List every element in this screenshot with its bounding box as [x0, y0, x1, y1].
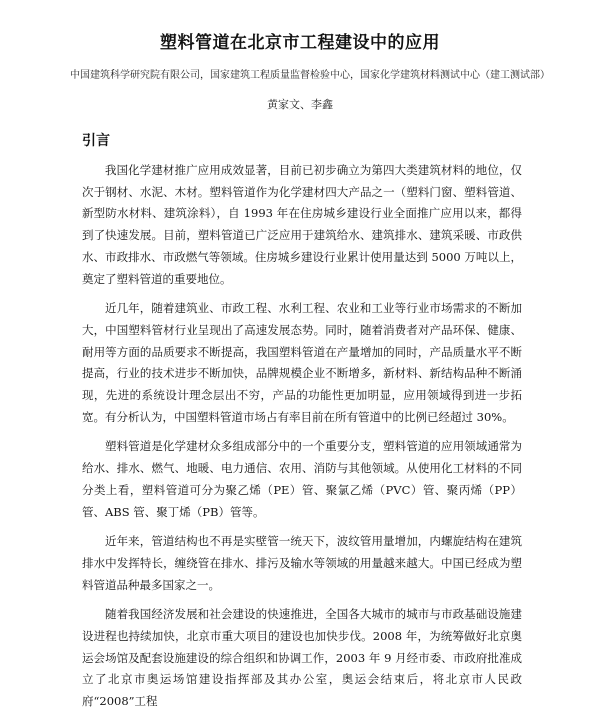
author-affiliation: 中国建筑科学研究院有限公司，国家建筑工程质量监督检验中心，国家化学建筑材料测试中心（建工测试部） [70, 70, 550, 81]
paragraph: 塑料管道是化学建材众多组成部分中的一个重要分支，塑料管道的应用领域通常为给水、排水、燃气、地暖、电力通信、农用、消防与其他领域。从使用化工材料的不同分类上看，塑料管道可分为聚乙烯（PE）管、聚氯乙烯（PVC）管、聚丙烯（PP）管、ABS 管、聚丁烯（PB）管等。 [82, 439, 522, 519]
paragraph: 我国化学建材推广应用成效显著，目前已初步确立为第四大类建筑材料的地位，仅次于钢材、水泥、木材。塑料管道作为化学建材四大产品之一（塑料门窗、塑料管道、新型防水材料、建筑涂料），自 1993 年在住房城乡建设行业全面推广应用以来，都得到了快速发展。目前，塑料管道已广泛应用于建筑给水、建筑排水、建筑采暖、市政供水、市政排水、市政燃气等领域。住房城乡建设行业累计使用量达到 5000 万吨以上，奠定了塑料管道的重要地位。 [82, 163, 522, 286]
paper-title: 塑料管道在北京市工程建设中的应用 [160, 33, 440, 53]
paragraph: 随着我国经济发展和社会建设的快速推进，全国各大城市的城市与市政基础设施建设进程也持续加快，北京市重大项目的建设也加快步伐。2008 年，为统筹做好北京奥运会场馆及配套设施建设的综合组织和协调工作，2003 年 9 月经市委、市政府批准成立了北京市奥运场馆建设指挥部及其办公室，奥运会结束后，将北京市人民政府“2008”工程 [82, 607, 522, 709]
paragraph: 近年来，管道结构也不再是实壁管一统天下，波纹管用量增加，内螺旋结构在建筑排水中发挥特长，缠绕管在排水、排污及输水等领域的用量越来越大。中国已经成为塑料管道品种最多国家之一。 [82, 534, 522, 592]
author-names: 黄家文、李鑫 [267, 98, 333, 111]
body-text [82, 160, 522, 721]
section-heading-introduction: 引言 [82, 133, 110, 149]
paragraph: 近几年，随着建筑业、市政工程、水利工程、农业和工业等行业市场需求的不断加大，中国塑料管材行业呈现出了高速发展态势。同时，随着消费者对产品环保、健康、耐用等方面的品质要求不断提高，我国塑料管道在产量增加的同时，产品质量水平不断提高，行业的技术进步不断加快，品牌规模企业不断增多，新材料、新结构品种不断涌现，先进的系统设计理念层出不穷，产品的功能性更加明显，应用领域得到进一步拓宽。有分析认为，中国塑料管道市场占有率目前在所有管道中的比例已经超过 30%。 [82, 301, 522, 424]
